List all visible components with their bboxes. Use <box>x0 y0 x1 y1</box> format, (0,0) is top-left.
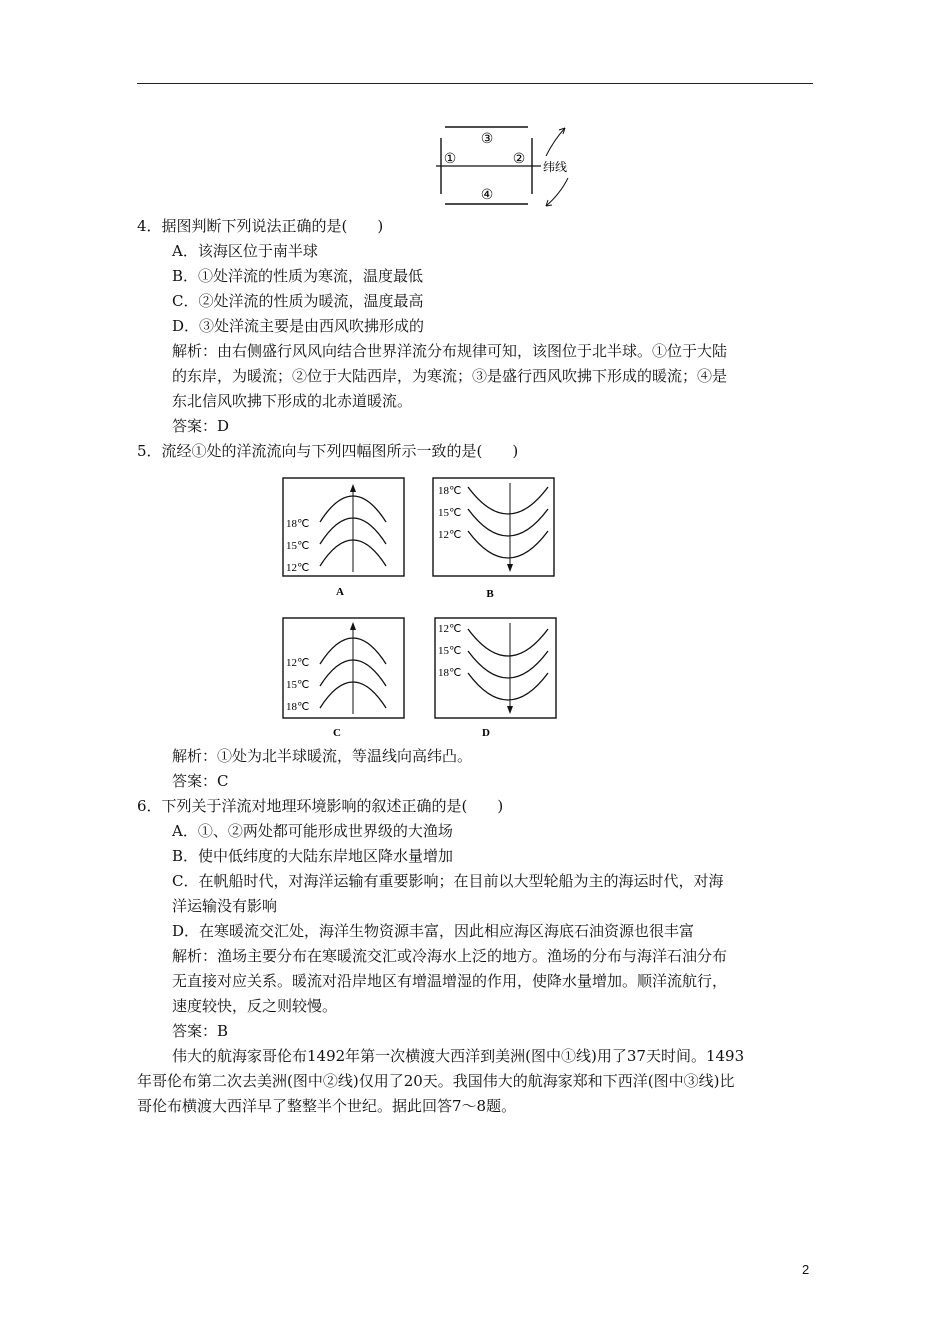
panel-d-temp-3: 18℃ <box>438 667 462 679</box>
isotherm-panel-d <box>432 615 560 743</box>
isotherm-panel-a <box>280 475 408 603</box>
q5-stem: 5．流经①处的洋流流向与下列四幅图所示一致的是( ) <box>137 442 519 460</box>
panel-c-temp-2: 15℃ <box>286 679 310 691</box>
panel-b-temp-1: 18℃ <box>438 485 462 497</box>
q6-analysis-line3: 速度较快，反之则较慢。 <box>172 997 338 1015</box>
panel-a-letter: A <box>336 586 344 598</box>
q4-option-d: D．③处洋流主要是由西风吹拂形成的 <box>172 317 425 335</box>
current-label-3: ③ <box>480 132 494 147</box>
q6-option-c-line2: 洋运输没有影响 <box>172 897 278 915</box>
panel-b-temp-3: 12℃ <box>438 529 462 541</box>
q6-option-d: D．在寒暖流交汇处，海洋生物资源丰富，因此相应海区海底石油资源也很丰富 <box>172 922 695 940</box>
q4-answer: 答案：D <box>172 417 230 435</box>
q6-analysis-line1: 解析：渔场主要分布在寒暖流交汇或冷海水上泛的地方。渔场的分布与海洋石油分布 <box>172 947 728 965</box>
q4-option-b: B．①处洋流的性质为寒流，温度最低 <box>172 267 424 285</box>
latitude-label: 纬线 <box>543 160 568 174</box>
q5-analysis: 解析：①处为北半球暖流，等温线向高纬凸。 <box>172 747 473 765</box>
q4-analysis-line2: 的东岸，为暖流；②位于大陆西岸，为寒流；③是盛行西风吹拂下形成的暖流；④是 <box>172 367 728 385</box>
q6-option-b: B．使中低纬度的大陆东岸地区降水量增加 <box>172 847 454 865</box>
q6-option-a: A．①、②两处都可能形成世界级的大渔场 <box>172 822 453 840</box>
panel-c-temp-1: 12℃ <box>286 657 310 669</box>
page-number: 2 <box>802 1262 810 1277</box>
panel-d-letter: D <box>482 727 490 739</box>
wind-arrow-lower <box>546 178 568 206</box>
q4-analysis-line1: 解析：由右侧盛行风风向结合世界洋流分布规律可知，该图位于北半球。①位于大陆 <box>172 342 728 360</box>
panel-a-temp-2: 15℃ <box>286 540 310 552</box>
current-label-4: ④ <box>480 188 494 203</box>
current-label-1: ① <box>443 152 457 167</box>
panel-c-letter: C <box>333 727 341 739</box>
panel-b-temp-2: 15℃ <box>438 507 462 519</box>
panel-c-temp-3: 18℃ <box>286 701 310 713</box>
wind-arrow-upper <box>546 128 565 156</box>
q4-option-c: C．②处洋流的性质为暖流，温度最高 <box>172 292 424 310</box>
q4-analysis-line3: 东北信风吹拂下形成的北赤道暖流。 <box>172 392 413 410</box>
q6-analysis-line2: 无直接对应关系。暖流对沿岸地区有增温增湿的作用，使降水量增加。顺洋流航行， <box>172 972 728 990</box>
current-label-2: ② <box>512 152 526 167</box>
isotherm-panel-b <box>430 475 558 603</box>
panel-d-temp-2: 15℃ <box>438 645 462 657</box>
q4-option-a: A．该海区位于南半球 <box>172 242 318 260</box>
intro-line2: 年哥伦布第二次去美洲(图中②线)仅用了20天。我国伟大的航海家郑和下西洋(图中③线)比 <box>137 1072 735 1090</box>
q6-option-c-line1: C．在帆船时代，对海洋运输有重要影响；在目前以大型轮船为主的海运时代，对海 <box>172 872 724 890</box>
panel-a-temp-3: 12℃ <box>286 562 310 574</box>
header-rule <box>137 83 813 84</box>
q5-answer: 答案：C <box>172 772 229 790</box>
q6-stem: 6．下列关于洋流对地理环境影响的叙述正确的是( ) <box>137 797 504 815</box>
panel-d-temp-1: 12℃ <box>438 623 462 635</box>
ocean-current-diagram <box>430 118 580 214</box>
intro-line1: 伟大的航海家哥伦布1492年第一次横渡大西洋到美洲(图中①线)用了37天时间。1493 <box>172 1047 745 1065</box>
panel-a-temp-1: 18℃ <box>286 518 310 530</box>
isotherm-panel-c <box>280 615 408 743</box>
q4-stem: 4．据图判断下列说法正确的是( ) <box>137 217 384 235</box>
q6-answer: 答案：B <box>172 1022 229 1040</box>
intro-line3: 哥伦布横渡大西洋早了整整半个世纪。据此回答7～8题。 <box>137 1097 517 1115</box>
panel-b-letter: B <box>486 588 494 600</box>
